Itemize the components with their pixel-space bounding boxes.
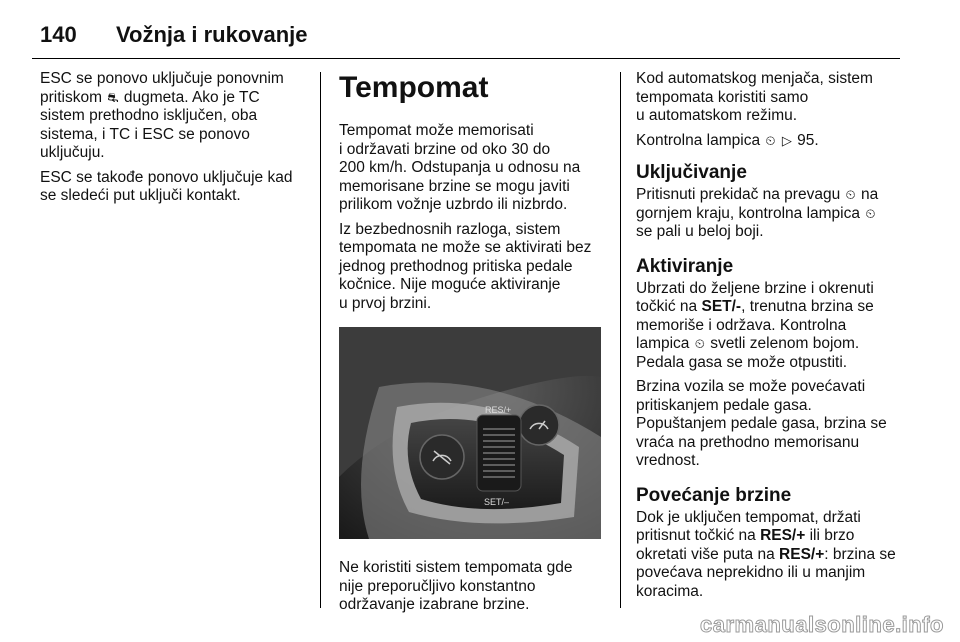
set-minus-label: SET/–: [484, 497, 510, 507]
cruise-control-icon: ⏲: [765, 132, 776, 148]
column-3: [636, 70, 908, 607]
heading-aktiviranje: Aktiviranje: [636, 255, 734, 277]
heading-ukljucivanje: Uključivanje: [636, 162, 747, 183]
automatic-paragraph: Kod automatskog menjača, sistem tempomata koristiti samo u automatskom režimu.: [636, 70, 873, 124]
header-divider: [32, 58, 900, 59]
column-divider-2: [620, 72, 621, 608]
esc-paragraph-2: ESC se takođe ponovo uključuje kad se sledeći put uključi kontakt.: [40, 168, 293, 204]
section-heading-tempomat: Tempomat: [339, 71, 489, 104]
heading-povecanje-brzine: Povećanje brzine: [636, 484, 792, 506]
page-number: 140: [40, 22, 77, 47]
res-plus-label: RES/+: [485, 405, 512, 415]
watermark: carmanualsonline.info: [700, 612, 944, 637]
steering-wheel-controls-photo: [339, 327, 601, 539]
aktiviranje-paragraph-2: Brzina vozila se može povećavati pritiskanjem pedale gasa. Popuštanjem pedale gasa, brzina se vraća na prethodno memorisanu vrednost.: [636, 378, 887, 469]
povecanje-paragraph: Dok je uključen tempomat, držati pritisnut točkić na RES/+ ili brzo okretati više puta na RES/+: brzina se povećava neprekidno ili u manjim koracima.: [636, 508, 896, 600]
column-1: [40, 70, 310, 212]
cruise-control-icon: ⏲: [694, 336, 705, 351]
tempomat-paragraph-1: Tempomat može memorisati i održavati brzine od oko 30 do 200 km/h. Odstupanja u odnosu na memorisane brzine se mogu javiti prilikom vožnje uzbrdo ili nizbrdo.: [339, 122, 581, 213]
aktiviranje-paragraph-1: Ubrzati do željene brzine i okrenuti točkić na SET/-, trenutna brzina se memoriše i održava. Kontrolna lampica ⏲ svetli zelenom bojom. Pedala gasa se može otpustiti.: [636, 279, 874, 371]
tc-off-icon: ⛐: [107, 89, 119, 105]
indicator-reference: Kontrolna lampica ⏲ ▷ 95.: [636, 131, 819, 149]
page-header: [40, 18, 308, 52]
tempomat-paragraph-2: Iz bezbednosnih razloga, sistem tempomata ne može se aktivirati bez jednog prethodnog pritiska pedale kočnice. Nije moguće aktiviranje u prvoj brzini.: [339, 220, 592, 312]
cruise-control-icon: ⏲: [845, 187, 856, 202]
column-2: [339, 70, 607, 621]
steering-wheel-controls-illustration: [339, 327, 601, 539]
column-divider-1: [320, 72, 321, 608]
cruise-control-icon: ⏲: [865, 205, 876, 221]
chapter-title: Vožnja i rukovanje: [116, 22, 308, 47]
page-reference-arrow-icon: ▷: [781, 132, 792, 148]
tempomat-paragraph-3: Ne koristiti sistem tempomata gde nije preporučljivo konstantno održavanje izabrane brzine.: [339, 559, 573, 613]
ukljucivanje-paragraph: Pritisnuti prekidač na prevagu ⏲ na gornjem kraju, kontrolna lampica ⏲ se pali u beloj boji.: [636, 186, 879, 240]
esc-paragraph-1: ESC se ponovo uključuje ponovnim pritiskom ⛐ dugmeta. Ako je TC sistem prethodno isključen, oba sistema, i TC i ESC se ponovo uključuju.: [40, 70, 284, 161]
